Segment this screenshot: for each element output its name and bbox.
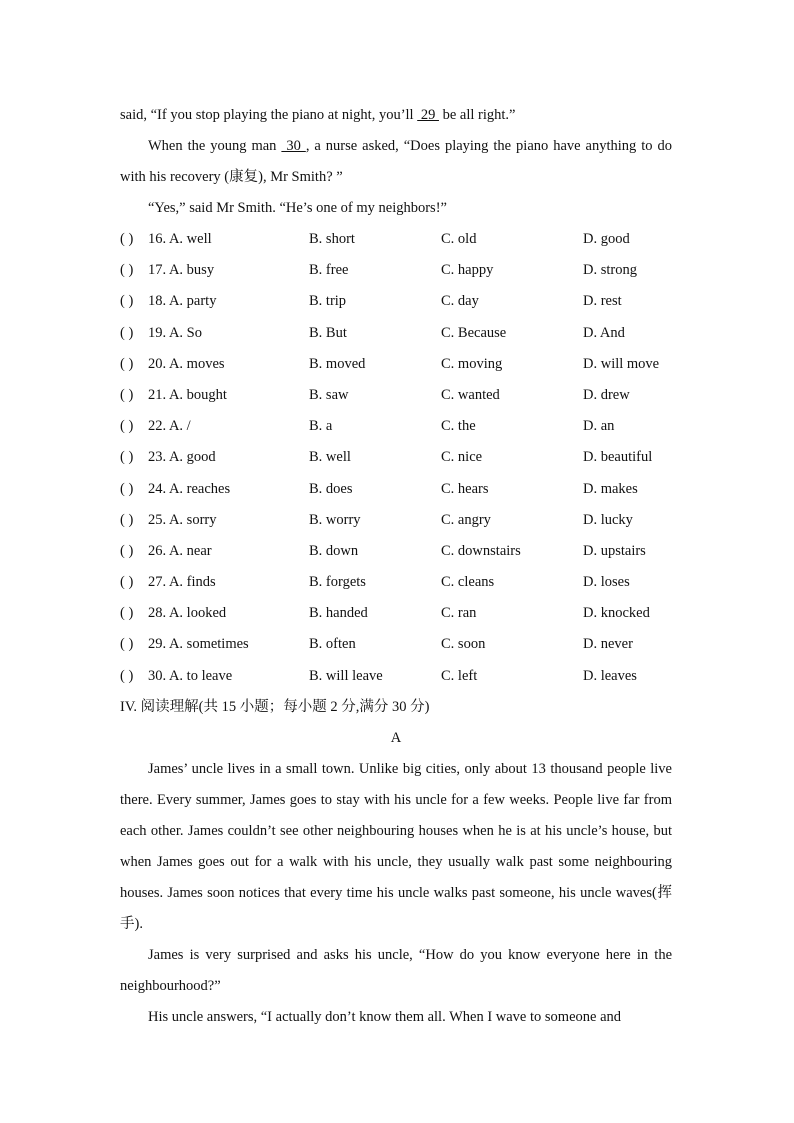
reading-paragraph: James is very surprised and asks his uncle, “How do you know everyone here in the neighbourhood?” [120,946,672,994]
option-d: D. drew [583,386,630,403]
answer-bracket: ( ) [120,480,134,497]
option-a: 19. A. So [148,324,202,341]
blank-29: 29 [417,107,439,123]
passage-label: A [390,729,402,746]
option-d: D. knocked [583,605,650,622]
option-a: 16. A. well [148,231,212,247]
answer-bracket: ( ) [120,293,134,310]
option-a: 28. A. looked [148,605,227,622]
option-c: C. cleans [441,574,495,591]
text-run: , a nurse asked, “Does playing the piano have anything to do with his recovery (康复), Mr Smith? ” [120,138,672,185]
option-c: C. ran [441,605,477,622]
question-row [120,411,672,442]
answer-bracket: ( ) [120,231,134,247]
text-run: be all right.” [438,107,516,123]
question-row [120,442,672,473]
answer-bracket: ( ) [120,355,134,372]
question-row [120,224,672,255]
option-a: 20. A. moves [148,355,225,372]
answer-bracket: ( ) [120,449,134,466]
answer-bracket: ( ) [120,542,134,559]
option-a: 23. A. good [148,449,216,466]
question-row [120,661,672,692]
option-d: D. good [583,231,630,247]
option-a: 24. A. reaches [148,480,231,497]
answer-bracket: ( ) [120,574,134,591]
question-row [120,629,672,660]
option-b: B. trip [309,293,347,310]
reading-paragraph: His uncle answers, “I actually don’t know them all. When I wave to someone and [148,1008,621,1025]
option-b: B. But [309,324,347,341]
option-c: C. nice [441,449,483,466]
question-options [120,224,672,692]
question-row [120,536,672,567]
option-a: 22. A. / [148,418,191,435]
option-b: B. does [309,480,353,497]
answer-bracket: ( ) [120,605,134,622]
option-b: B. handed [309,605,368,622]
option-c: C. happy [441,262,494,279]
option-d: D. And [583,324,625,341]
question-row [120,505,672,536]
question-row [120,474,672,505]
option-a: 27. A. finds [148,574,216,591]
question-row [120,380,672,411]
question-row [120,567,672,598]
option-a: 29. A. sometimes [148,636,249,653]
option-c: C. the [441,418,476,435]
option-a: 17. A. busy [148,262,215,279]
answer-bracket: ( ) [120,667,134,684]
option-a: 25. A. sorry [148,511,217,528]
blank-30: 30 [281,138,306,154]
option-c: C. moving [441,355,503,372]
option-d: D. strong [583,262,637,279]
option-b: B. will leave [309,667,383,684]
option-d: D. beautiful [583,449,653,466]
option-b: B. saw [309,386,349,403]
option-c: C. angry [441,511,491,528]
reading-paragraph: James’ uncle lives in a small town. Unlike big cities, only about 13 thousand people live there. Every summer, James goes to stay with his uncle for a few weeks. People live far from each other. James couldn’t see other neighbouring houses when he is at his uncle’s house, but when James goes out for a walk with his uncle, they usually walk past some neighbouring houses. James soon notices that every time his uncle walks past someone, his uncle waves(挥手). [120,760,672,932]
option-c: C. old [441,231,477,247]
text-run: When the young man [148,138,282,154]
option-c: C. soon [441,636,486,653]
option-b: B. down [309,542,359,559]
option-a: 30. A. to leave [148,667,233,684]
question-row [120,318,672,349]
answer-bracket: ( ) [120,418,134,435]
option-c: C. wanted [441,386,500,403]
answer-bracket: ( ) [120,262,134,279]
option-c: C. day [441,293,479,310]
option-d: D. upstairs [583,542,646,559]
option-b: B. often [309,636,356,653]
passage-line [120,100,672,131]
option-b: B. moved [309,355,366,372]
option-c: C. left [441,667,478,684]
option-d: D. lucky [583,511,633,528]
option-b: B. short [309,231,355,247]
question-row [120,349,672,380]
option-d: D. an [583,418,615,435]
option-d: D. leaves [583,667,637,684]
passage-paragraph [120,131,672,193]
document-page [120,100,672,1033]
option-a: 21. A. bought [148,386,227,403]
option-c: C. hears [441,480,489,497]
answer-bracket: ( ) [120,511,134,528]
option-b: B. worry [309,511,361,528]
option-d: D. loses [583,574,630,591]
option-c: C. downstairs [441,542,521,559]
option-d: D. never [583,636,633,653]
answer-bracket: ( ) [120,386,134,403]
option-c: C. Because [441,324,507,341]
option-b: B. forgets [309,574,366,591]
question-row [120,255,672,286]
option-b: B. a [309,418,333,435]
option-a: 26. A. near [148,542,212,559]
option-d: D. rest [583,293,622,310]
option-a: 18. A. party [148,293,217,310]
section-heading: IV. 阅读理解(共 15 小题；每小题 2 分,满分 30 分) [120,698,430,715]
option-d: D. will move [583,355,660,372]
question-row [120,286,672,317]
option-d: D. makes [583,480,638,497]
text-run: said, “If you stop playing the piano at night, you’ll [120,107,418,123]
option-b: B. well [309,449,351,466]
answer-bracket: ( ) [120,636,134,653]
passage-paragraph: “Yes,” said Mr Smith. “He’s one of my neighbors!” [148,200,447,216]
option-b: B. free [309,262,349,279]
question-row [120,598,672,629]
answer-bracket: ( ) [120,324,134,341]
